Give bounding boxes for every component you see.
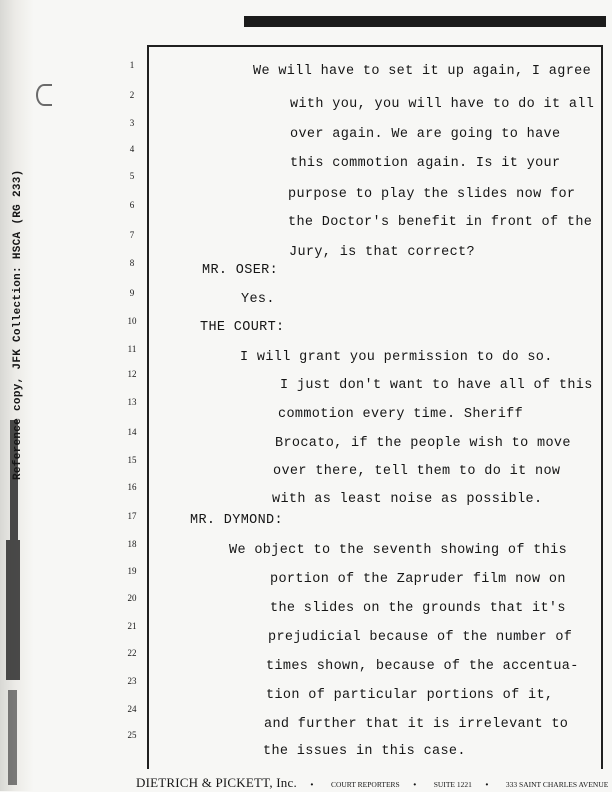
transcript-line: I will grant you permission to do so. — [240, 350, 553, 365]
transcript-line: portion of the Zapruder film now on — [270, 572, 566, 587]
top-border-bar — [244, 16, 606, 27]
binder-hole-mark — [36, 84, 52, 106]
line-number: 18 — [127, 539, 137, 549]
speaker-label: MR. OSER: — [202, 263, 279, 278]
transcript-line: Jury, is that correct? — [289, 245, 475, 260]
transcript-line: prejudicial because of the number of — [268, 630, 573, 645]
transcript-line: purpose to play the slides now for — [288, 187, 576, 202]
transcript-line: over there, tell them to do it now — [273, 464, 561, 479]
line-number: 15 — [127, 455, 137, 465]
transcript-line: We will have to set it up again, I agree — [253, 64, 592, 79]
line-number: 8 — [129, 258, 135, 268]
line-number: 25 — [127, 730, 137, 740]
transcript-line: We object to the seventh showing of this — [229, 543, 568, 558]
speaker-label: THE COURT: — [200, 320, 285, 335]
transcript-line: Brocato, if the people wish to move — [275, 436, 571, 451]
reference-copy-stamp: Reference copy, JFK Collection: HSCA (RG 233) — [12, 169, 24, 480]
line-number: 9 — [129, 288, 135, 298]
line-number: 16 — [127, 482, 137, 492]
line-number: 5 — [129, 171, 135, 181]
line-number: 2 — [129, 90, 135, 100]
scan-streak — [8, 690, 17, 785]
separator-bullet: • — [309, 781, 315, 790]
line-number: 6 — [129, 200, 135, 210]
footer-suite: SUITE 1221 — [433, 780, 472, 789]
transcript-line: this commotion again. Is it your — [290, 156, 561, 171]
transcript-line: and further that it is irrelevant to — [264, 717, 569, 732]
transcript-line: times shown, because of the accentua- — [266, 659, 579, 674]
line-number: 22 — [127, 648, 137, 658]
separator-bullet: • — [412, 781, 418, 790]
line-number: 7 — [129, 230, 135, 240]
speaker-label: MR. DYMOND: — [190, 513, 283, 528]
line-number: 1 — [129, 60, 135, 70]
footer-address: 333 SAINT CHARLES AVENUE — [505, 780, 609, 789]
reporter-footer — [136, 774, 609, 792]
footer-reporters: COURT REPORTERS — [330, 780, 400, 789]
transcript-line: the issues in this case. — [263, 744, 466, 759]
line-number: 10 — [127, 316, 137, 326]
firm-name: DIETRICH & PICKETT, Inc. — [136, 775, 297, 790]
line-number: 20 — [127, 593, 137, 603]
line-number: 11 — [127, 344, 137, 354]
line-number: 24 — [127, 704, 137, 714]
line-number: 4 — [129, 144, 135, 154]
line-number: 13 — [127, 397, 137, 407]
separator-bullet: • — [484, 781, 490, 790]
line-number: 3 — [129, 118, 135, 128]
transcript-line: commotion every time. Sheriff — [278, 407, 524, 422]
transcript-line: Yes. — [241, 292, 275, 307]
line-number: 17 — [127, 511, 137, 521]
line-number: 12 — [127, 369, 137, 379]
transcript-line: with you, you will have to do it all — [290, 97, 595, 112]
transcript-line: the slides on the grounds that it's — [270, 601, 566, 616]
transcript-line: with as least noise as possible. — [272, 492, 543, 507]
transcript-line: the Doctor's benefit in front of the — [288, 215, 593, 230]
line-number: 23 — [127, 676, 137, 686]
line-number: 21 — [127, 621, 137, 631]
line-number: 14 — [127, 427, 137, 437]
transcript-line: tion of particular portions of it, — [266, 688, 554, 703]
transcript-line: over again. We are going to have — [290, 127, 561, 142]
transcript-line: I just don't want to have all of this — [280, 378, 593, 393]
line-number: 19 — [127, 566, 137, 576]
scan-streak — [6, 540, 20, 680]
